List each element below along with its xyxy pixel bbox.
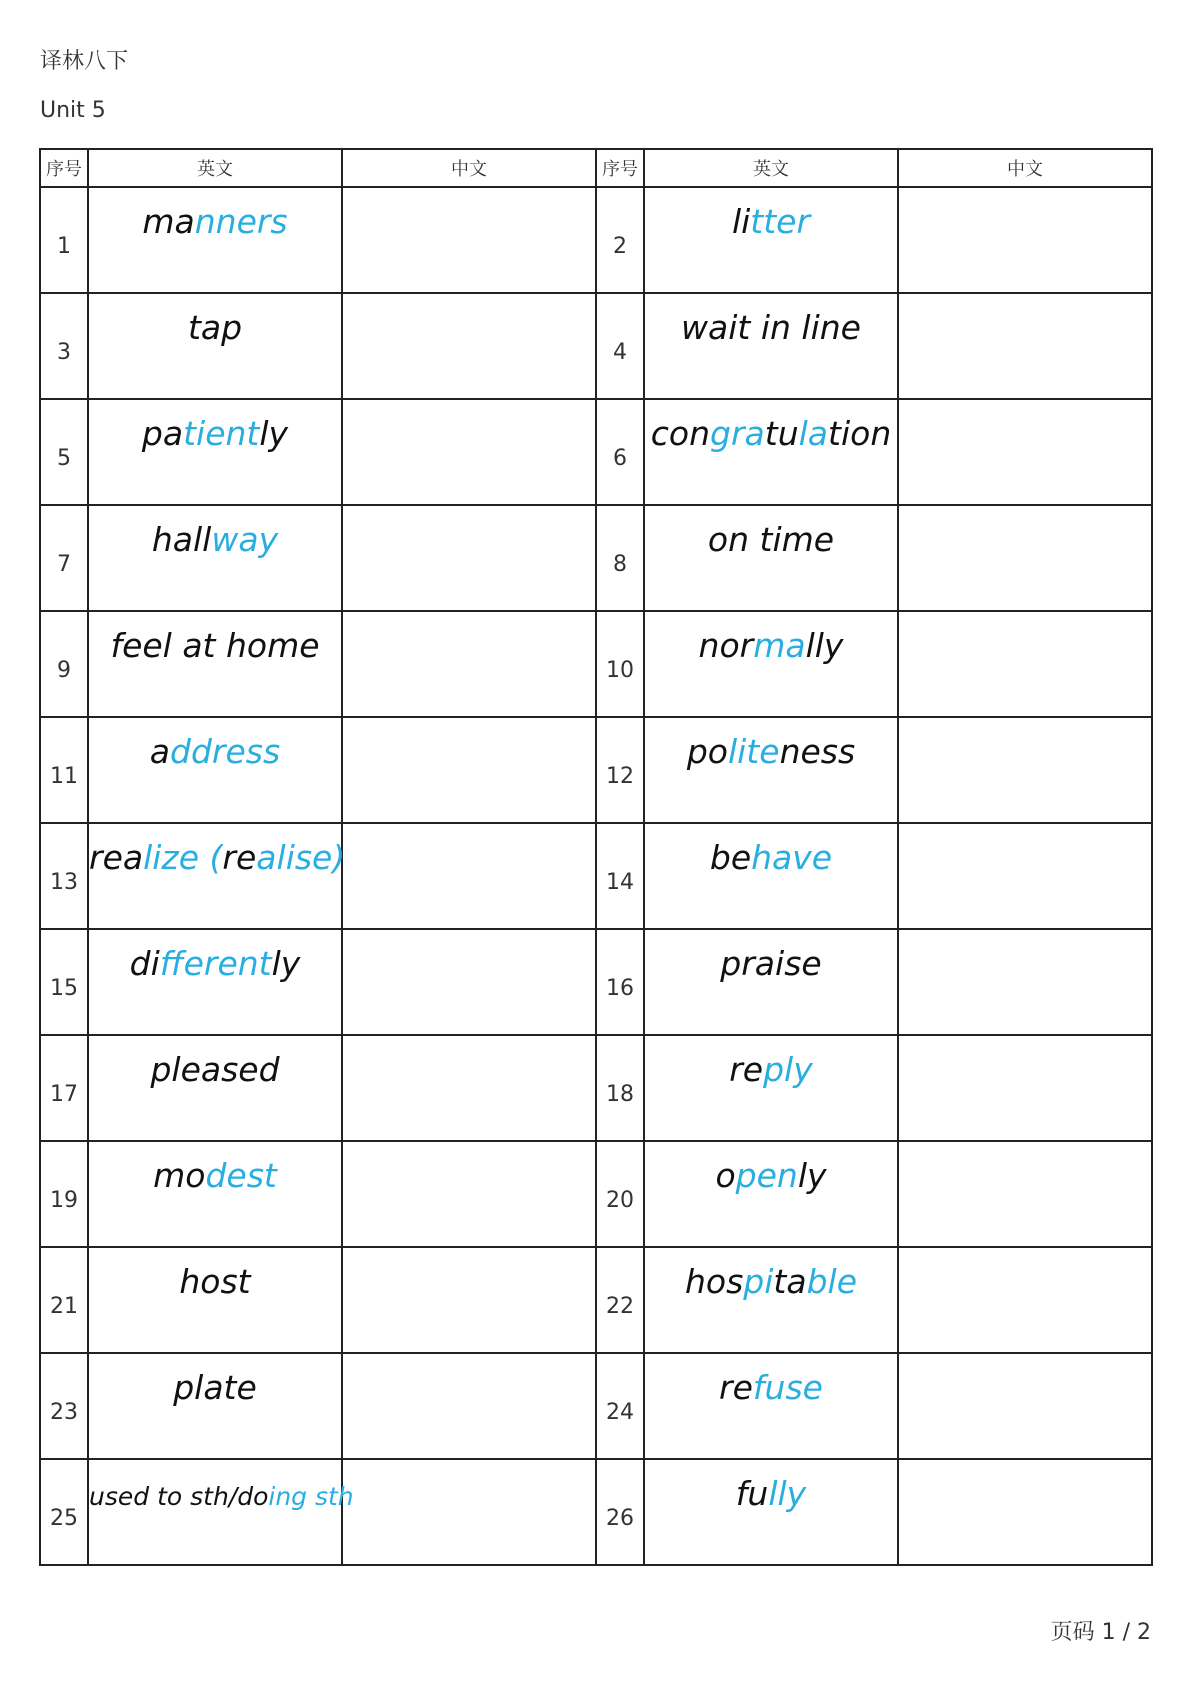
chinese-answer-cell[interactable] [898,929,1152,1035]
chinese-answer-cell[interactable] [342,929,596,1035]
chinese-answer-cell[interactable] [342,1141,596,1247]
book-title: 译林八下 [40,49,129,74]
chinese-answer-cell[interactable] [342,293,596,399]
english-word-cell [88,717,342,823]
row-number: 16 [596,929,644,1035]
english-word-cell [644,293,898,399]
english-word-cell [88,611,342,717]
english-word-cell [88,505,342,611]
table-row [40,1247,1152,1353]
chinese-answer-cell[interactable] [898,1247,1152,1353]
chinese-answer-cell[interactable] [342,399,596,505]
english-word: feel at home [110,626,320,665]
english-word-cell [88,1141,342,1247]
english-word-cell [88,823,346,929]
row-number: 18 [596,1035,644,1141]
english-word-cell [88,1353,342,1459]
table-row [40,293,1152,399]
table-row [40,717,1152,823]
table-row [40,611,1152,717]
header-chinese: 中文 [342,149,596,187]
row-number: 9 [40,611,88,717]
row-number: 12 [596,717,644,823]
table-row [40,505,1152,611]
row-number: 22 [596,1247,644,1353]
row-number: 2 [596,187,644,293]
row-number: 11 [40,717,88,823]
english-word-cell [644,611,898,717]
table-row [40,1353,1152,1459]
header-english: 英文 [644,149,898,187]
vocabulary-table [39,148,1153,1566]
english-word: congratulation [650,414,892,453]
chinese-answer-cell[interactable] [898,1035,1152,1141]
row-number: 23 [40,1353,88,1459]
table-row [40,823,1152,929]
english-word-cell [644,823,898,929]
row-number: 5 [40,399,88,505]
chinese-answer-cell[interactable] [898,505,1152,611]
english-word: plate [173,1368,257,1407]
english-word-cell [644,1353,898,1459]
header-chinese: 中文 [898,149,1152,187]
row-number: 13 [40,823,88,929]
english-word: realize (realise) [89,838,346,877]
chinese-answer-cell[interactable] [898,293,1152,399]
english-word: pleased [150,1050,280,1089]
chinese-answer-cell[interactable] [342,187,596,293]
table-row [40,1035,1152,1141]
chinese-answer-cell[interactable] [342,1459,596,1565]
row-number: 21 [40,1247,88,1353]
english-word-cell [88,293,342,399]
chinese-answer-cell[interactable] [342,611,596,717]
row-number: 7 [40,505,88,611]
row-number: 4 [596,293,644,399]
row-number: 6 [596,399,644,505]
table-row [40,399,1152,505]
chinese-answer-cell[interactable] [898,399,1152,505]
row-number: 3 [40,293,88,399]
english-word-cell [88,1035,342,1141]
row-number: 26 [596,1459,644,1565]
english-word: fully [735,1474,807,1513]
english-word-cell [644,399,898,505]
english-word-cell [644,929,898,1035]
row-number: 24 [596,1353,644,1459]
english-word: hospitable [684,1262,858,1301]
chinese-answer-cell[interactable] [898,187,1152,293]
english-word: manners [142,202,288,241]
header-number: 序号 [40,149,88,187]
english-word: address [149,732,281,771]
english-word: on time [707,520,835,559]
row-number: 10 [596,611,644,717]
english-word: refuse [719,1368,823,1407]
chinese-answer-cell[interactable] [342,1353,596,1459]
english-word: reply [729,1050,813,1089]
chinese-answer-cell[interactable] [898,611,1152,717]
chinese-answer-cell[interactable] [898,1141,1152,1247]
english-word-cell [88,1247,342,1353]
header-english: 英文 [88,149,342,187]
english-word: modest [153,1156,277,1195]
page-number: 页码 1 / 2 [1050,1620,1151,1645]
row-number: 17 [40,1035,88,1141]
english-word: praise [720,944,822,983]
english-word: normally [698,626,844,665]
chinese-answer-cell[interactable] [342,1247,596,1353]
chinese-answer-cell[interactable] [898,717,1152,823]
chinese-answer-cell[interactable] [898,823,1152,929]
chinese-answer-cell[interactable] [898,1353,1152,1459]
row-number: 14 [596,823,644,929]
row-number: 25 [40,1459,88,1565]
english-word-cell [88,399,342,505]
row-number: 15 [40,929,88,1035]
row-number: 8 [596,505,644,611]
english-word-cell [644,717,898,823]
english-word: litter [731,202,811,241]
english-word-cell [644,187,898,293]
english-word-cell [644,1035,898,1141]
row-number: 1 [40,187,88,293]
english-word-cell [88,929,342,1035]
table-row [40,929,1152,1035]
row-number: 19 [40,1141,88,1247]
english-word-cell [644,1141,898,1247]
english-word-cell [88,1459,354,1565]
table-row [40,187,1152,293]
english-word: differently [129,944,301,983]
table-header-row [40,149,1152,187]
chinese-answer-cell[interactable] [342,717,596,823]
english-word: host [179,1262,251,1301]
table-row [40,1141,1152,1247]
table-row [40,1459,1152,1565]
header-number: 序号 [596,149,644,187]
english-word: hallway [151,520,279,559]
unit-title: Unit 5 [40,98,106,123]
english-word: tap [187,308,243,347]
english-word-cell [644,1247,898,1353]
english-word-cell [644,505,898,611]
english-word: behave [709,838,833,877]
chinese-answer-cell[interactable] [342,823,596,929]
english-word: used to sth/doing sth [89,1482,354,1511]
english-word: wait in line [681,308,861,347]
english-word-cell [644,1459,898,1565]
chinese-answer-cell[interactable] [342,1035,596,1141]
english-word: patiently [141,414,289,453]
table-body [40,187,1152,1565]
english-word-cell [88,187,342,293]
english-word: politeness [686,732,856,771]
chinese-answer-cell[interactable] [342,505,596,611]
row-number: 20 [596,1141,644,1247]
english-word: openly [715,1156,827,1195]
chinese-answer-cell[interactable] [898,1459,1152,1565]
